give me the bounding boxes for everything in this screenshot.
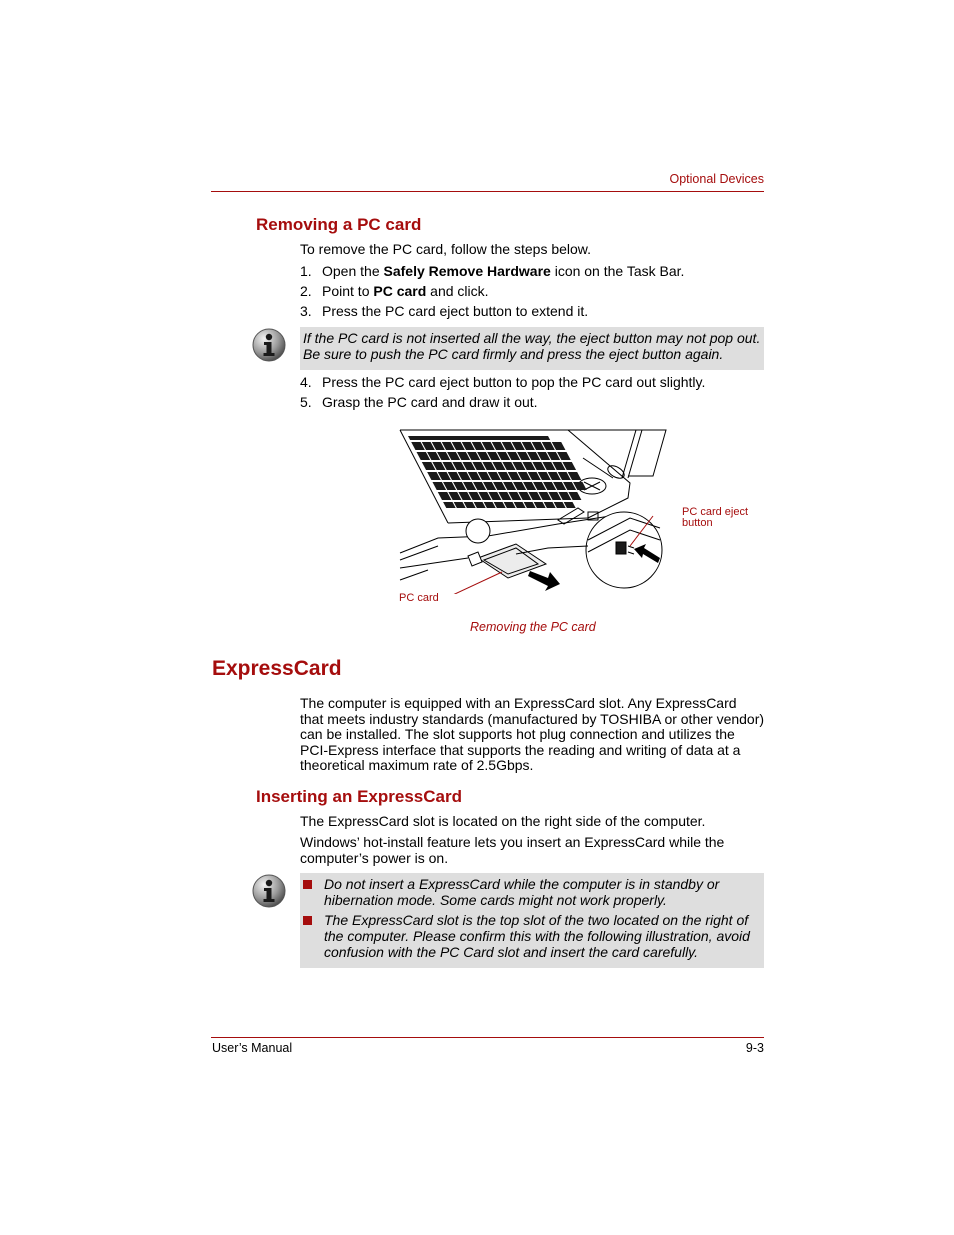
step-4	[300, 374, 705, 390]
note-box-eject	[300, 327, 764, 370]
footer-rule	[211, 1037, 764, 1038]
step-bold-text: PC card	[373, 283, 427, 299]
step-number: 2.	[300, 283, 312, 299]
paragraph-line: Windows’ hot-install feature lets you insert an ExpressCard while the	[300, 834, 725, 850]
step-text: and click.	[426, 283, 489, 299]
step-3	[300, 303, 588, 319]
step-text: Point to	[322, 283, 374, 299]
callout-line: button	[682, 517, 713, 529]
step-text: Press the PC card eject button to extend it.	[322, 303, 589, 319]
section-heading-inserting: Inserting an ExpressCard	[256, 787, 462, 806]
figure-caption: Removing the PC card	[470, 620, 596, 634]
laptop-illustration	[398, 428, 668, 594]
bullet-square-icon	[303, 916, 312, 925]
note-line: If the PC card is not inserted all the way, the eject button may not pop out.	[303, 330, 761, 346]
removing-intro: To remove the PC card, follow the steps below.	[300, 241, 592, 257]
step-2	[300, 283, 489, 299]
step-number: 4.	[300, 374, 312, 390]
step-text: Press the PC card eject button to pop the PC card out slightly.	[322, 374, 706, 390]
page-number: 9-3	[745, 1041, 764, 1055]
step-text: icon on the Task Bar.	[550, 263, 685, 279]
note-box-expresscard	[300, 873, 764, 968]
footer-left: User’s Manual	[212, 1041, 293, 1055]
note-line: confusion with the PC Card slot and insert the card carefully.	[324, 944, 699, 960]
header-rule	[211, 191, 764, 192]
inserting-paragraph-2	[300, 835, 724, 866]
paragraph-line: PCI-Express interface that supports the reading and writing of data at a	[300, 741, 741, 758]
step-number: 3.	[300, 303, 312, 319]
step-bold-text: Safely Remove Hardware	[383, 263, 551, 279]
note-line: hibernation mode. Some cards might not work properly.	[324, 892, 667, 908]
note-line: the computer. Please confirm this with the following illustration, avoid	[324, 928, 750, 944]
callout-eject-button	[682, 507, 748, 529]
step-1	[300, 263, 684, 279]
paragraph-line: can be installed. The slot supports hot plug connection and utilizes the	[300, 726, 735, 742]
step-number: 5.	[300, 394, 312, 410]
info-icon	[252, 328, 286, 362]
step-5	[300, 394, 538, 410]
note-line: Be sure to push the PC card firmly and press the eject button again.	[303, 346, 724, 362]
paragraph-line: theoretical maximum rate of 2.5Gbps.	[300, 757, 534, 773]
section-heading-removing: Removing a PC card	[256, 215, 422, 234]
paragraph-line: that meets industry standards (manufactured by TOSHIBA or other vendor)	[300, 710, 765, 727]
step-number: 1.	[300, 263, 312, 279]
inserting-paragraph-1: The ExpressCard slot is located on the right side of the computer.	[300, 813, 706, 829]
callout-pc-card: PC card	[399, 592, 439, 604]
note-bullet-item	[300, 912, 750, 960]
expresscard-paragraph	[300, 696, 770, 774]
callout-line: PC card eject	[682, 506, 749, 518]
step-text: Open the	[322, 263, 384, 279]
note-bullet-item	[300, 876, 719, 908]
bullet-square-icon	[303, 880, 312, 889]
running-header: Optional Devices	[669, 172, 764, 186]
section-heading-expresscard: ExpressCard	[212, 657, 342, 680]
note-line: The ExpressCard slot is the top slot of the two located on the right of	[324, 912, 749, 928]
paragraph-line: The computer is equipped with an ExpressCard slot. Any ExpressCard	[300, 695, 737, 711]
info-icon	[252, 874, 286, 908]
note-line: Do not insert a ExpressCard while the computer is in standby or	[324, 876, 720, 892]
paragraph-line: computer’s power is on.	[300, 849, 449, 866]
step-text: Grasp the PC card and draw it out.	[322, 394, 538, 410]
